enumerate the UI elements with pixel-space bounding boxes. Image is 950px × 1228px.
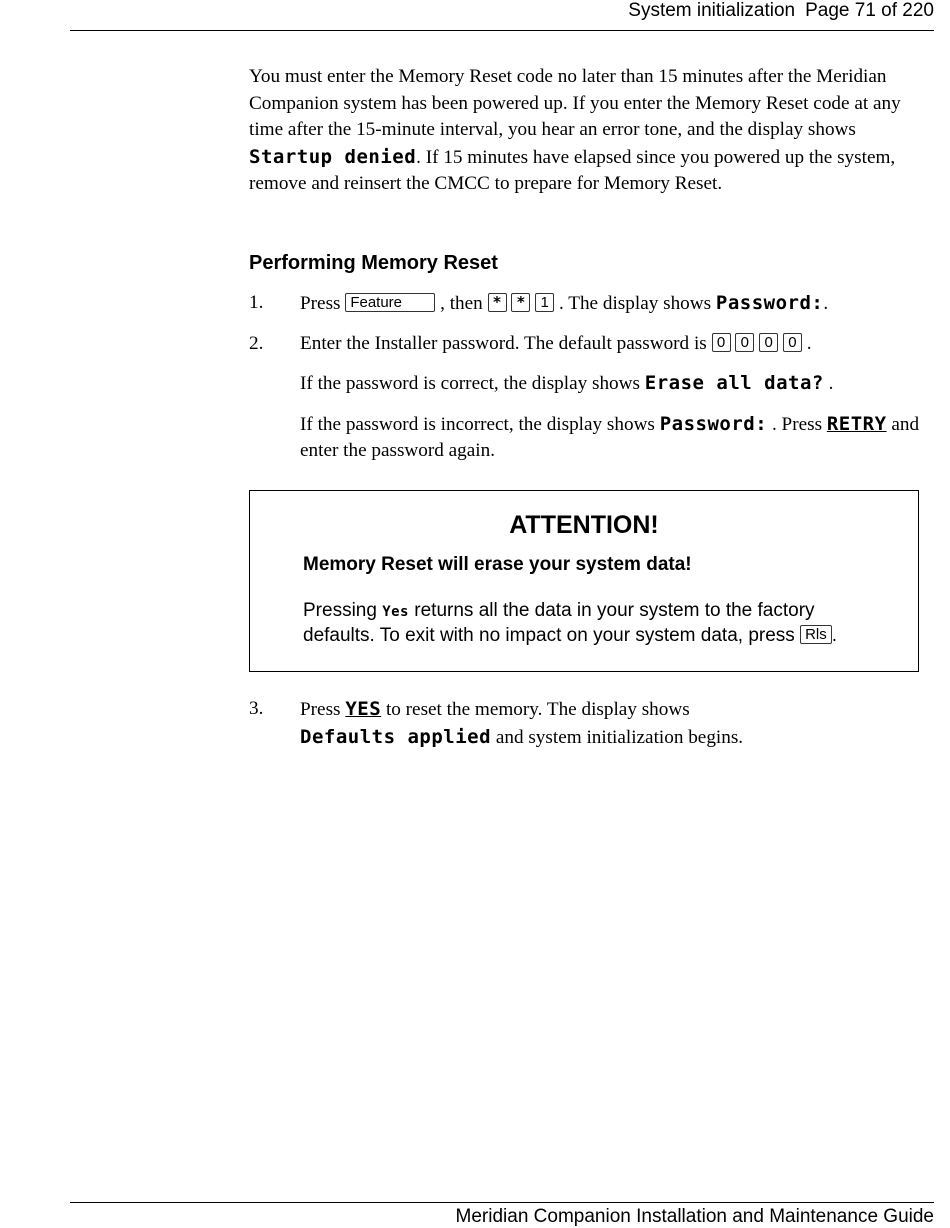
steps-list-top [249,290,939,478]
page-footer: Meridian Companion Installation and Maintenance Guide [455,1206,934,1227]
attention-text: . [831,625,838,646]
step-1 [249,290,939,318]
step-3 [249,696,939,751]
header-page-number: Page 71 of 220 [805,0,934,21]
step-text: Press [300,293,341,314]
attention-box [249,490,919,672]
step-text: . Press [771,413,823,435]
zero-key: 0 [759,333,778,352]
step-text: . The display shows [559,293,712,314]
one-key: 1 [535,293,554,312]
intro-text-end: . If 15 minutes have elapsed since you powered up the system, remove and reinsert the CMCC to prepare for Memory Reset. [249,146,896,194]
yes-softkey: YES [345,698,382,720]
step-text: Enter the Installer password. The default password is [300,332,707,354]
step-text: If the password is correct, the display shows [300,373,640,394]
steps-list-bottom [249,696,939,764]
display-password: Password: [659,412,768,435]
step-text: to reset the memory. The display shows [385,699,690,720]
display-defaults-applied: Defaults applied [300,725,492,748]
step-text: . [828,373,834,394]
display-password: Password: [715,292,824,314]
yes-softkey: Yes [382,604,409,620]
feature-key: Feature [345,293,435,312]
star-key: * [511,293,530,312]
step-2-incorrect [300,411,939,465]
section-heading: Performing Memory Reset [249,252,498,274]
attention-title: ATTENTION! [509,511,659,539]
step-text: , then [440,293,483,314]
attention-text: Pressing [303,600,377,621]
attention-body [303,599,883,647]
header-section: System initialization [628,0,796,21]
step-2 [249,331,939,465]
display-erase-all-data: Erase all data? [644,372,824,394]
step-text: . [823,293,829,314]
step-text: and enter the password again. [300,413,920,461]
attention-subtitle: Memory Reset will erase your system data! [303,554,692,575]
zero-key: 0 [712,333,731,352]
step-2-correct [300,370,939,398]
attention-text: returns all the data in your system to the factory defaults. To exit with no impact on your system data, press [303,600,815,646]
step-text: system initialization begins. [528,726,744,748]
header-divider [70,30,934,31]
star-key: * [488,293,507,312]
step-text: If the password is incorrect, the display shows [300,413,655,435]
zero-key: 0 [735,333,754,352]
zero-key: 0 [783,333,802,352]
step-text: and [495,726,524,748]
display-startup-denied: Startup denied [249,145,417,168]
page-header [628,0,934,22]
step-text: Press [300,699,341,720]
intro-paragraph [249,64,934,198]
step-number: 2. [249,332,264,354]
intro-text: You must enter the Memory Reset code no later than 15 minutes after the Meridian Companion system has been powered up. If you enter the Memory Reset code at any time after the 15-minute interval, you hear an error tone, and the display shows [249,66,901,140]
step-number: 3. [249,698,264,719]
step-number: 1. [249,292,264,313]
retry-softkey: RETRY [826,412,887,435]
rls-key: Rls [800,625,832,644]
step-text: . [806,332,812,354]
footer-divider [70,1202,934,1203]
